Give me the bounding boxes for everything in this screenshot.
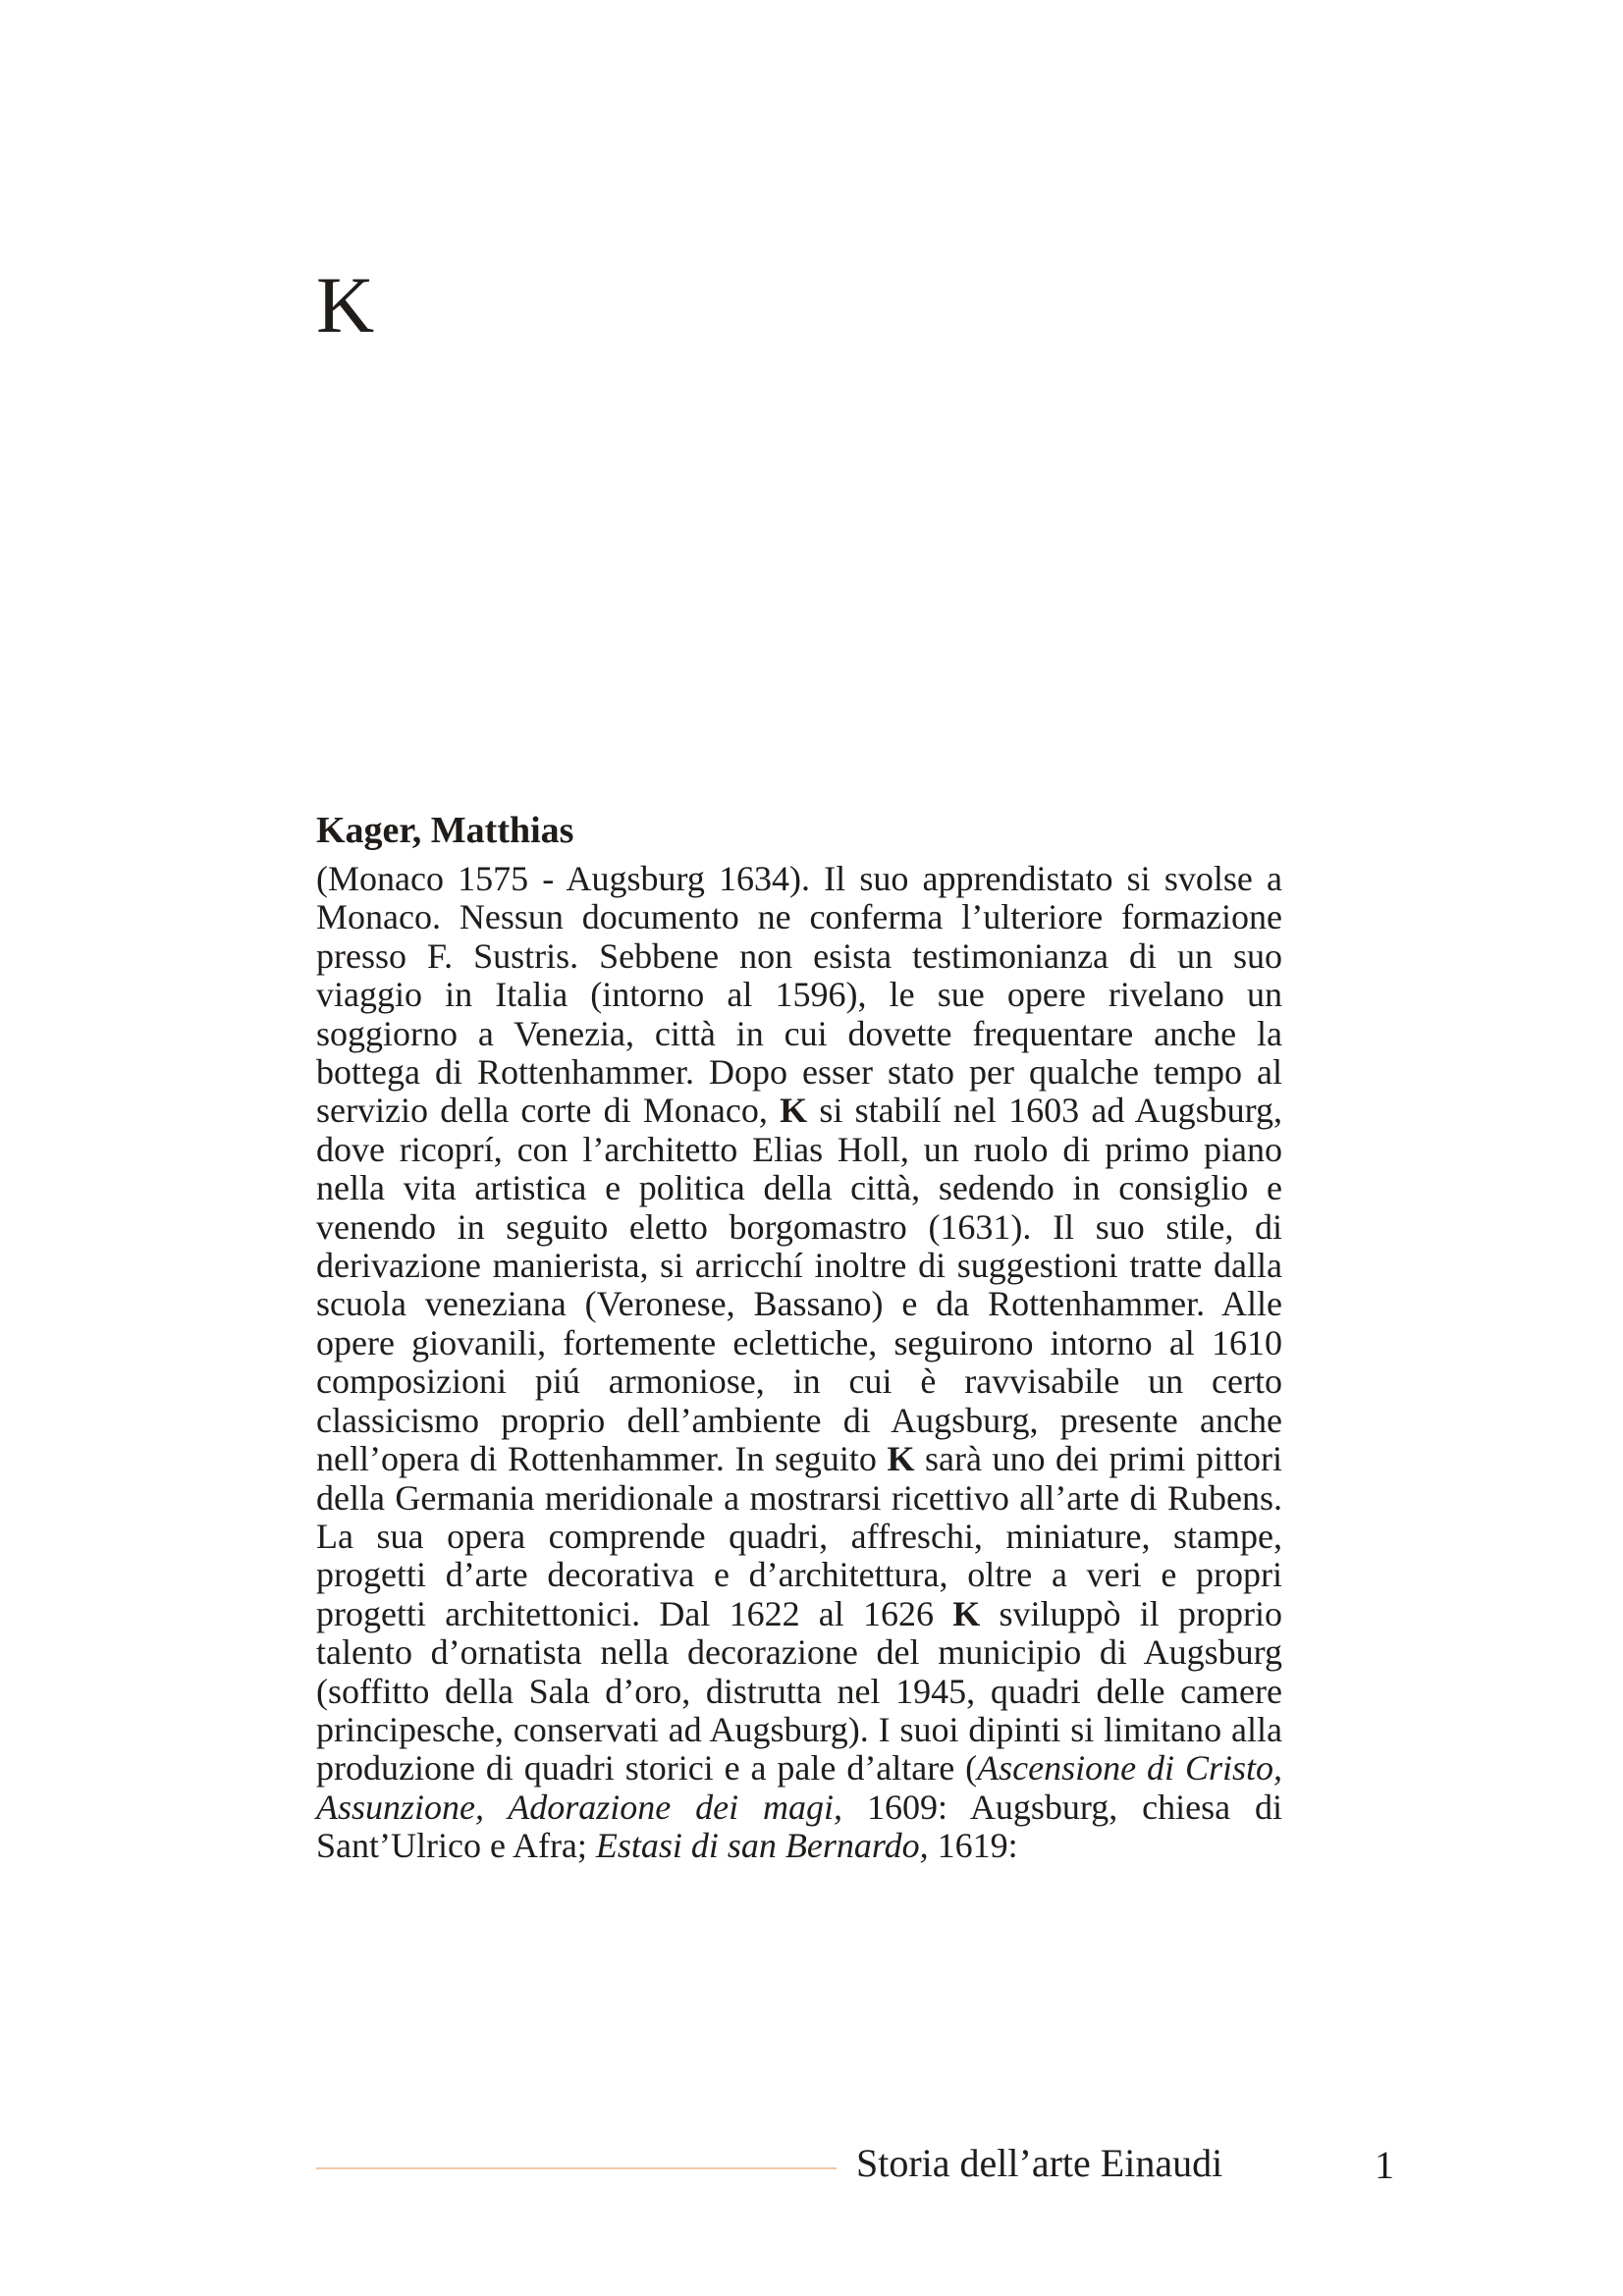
artwork-titles: Estasi di san Bernardo, [595,1826,929,1866]
chapter-letter: K [316,260,375,349]
entry-body [316,860,1282,1866]
body-text: sviluppò il proprio talento d’ornatista nella decorazione del municipio di Augsburg (soffitto della Sala d’oro, distrutta nel 1945, quadri delle camere principesche, conservati ad Augsburg). I suoi dipinti si limitano alla produzione di quadri storici e a pale d’altare ( [316,1593,1283,1789]
page-number: 1 [1375,2143,1394,2187]
subject-abbreviation: K [887,1439,915,1479]
body-text: sarà uno dei primi pittori della Germania meridionale a mostrarsi ricettivo all’arte di Rubens. La sua opera comprende quadri, affreschi, miniature, stampe, progetti d’arte decorativa e d’architettura, oltre a veri e propri progetti architettonici. Dal 1622 al 1626 [316,1439,1283,1633]
encyclopedia-entry [316,805,1282,1866]
subject-abbreviation: K [780,1091,808,1131]
artwork-titles: Ascensione di Cristo, Assunzione, Adorazione dei magi, [316,1748,1282,1827]
footer-publication-title: Storia dell’arte Einaudi [856,2141,1223,2185]
body-text: si stabilí nel 1603 ad Augsburg, dove ricoprí, con l’architetto Elias Holl, un ruolo di primo piano nella vita artistica e politica della città, sedendo in consiglio e venendo in seguito eletto borgomastro (1631). Il suo stile, di derivazione manierista, si arricchí inoltre di suggestioni tratte dalla scuola veneziana (Veronese, Bassano) e da Rottenhammer. Alle opere giovanili, fortemente eclettiche, seguirono intorno al 1610 composizioni piú armoniose, in cui è ravvisabile un certo classicismo proprio dell’ambiente di Augsburg, presente anche nell’opera di Rottenhammer. In seguito [316,1091,1283,1479]
body-text: 1619: [937,1826,1018,1866]
body-text: 1609: Augsburg, chiesa di Sant’Ulrico e Afra; [316,1787,1283,1866]
subject-abbreviation: K [952,1593,981,1633]
entry-title: Kager, Matthias [316,810,574,851]
body-text: (Monaco 1575 - Augsburg 1634). Il suo apprendistato si svolse a Monaco. Nessun documento ne conferma l’ulteriore formazione presso F. Sustris. Sebbene non esista testimonianza di un suo viaggio in Italia (intorno al 1596), le sue opere rivelano un soggiorno a Venezia, città in cui dovette frequentare anche la bottega di Rottenhammer. Dopo esser stato per qualche tempo al servizio della corte di Monaco, [316,859,1282,1131]
footer-rule [316,2167,837,2169]
